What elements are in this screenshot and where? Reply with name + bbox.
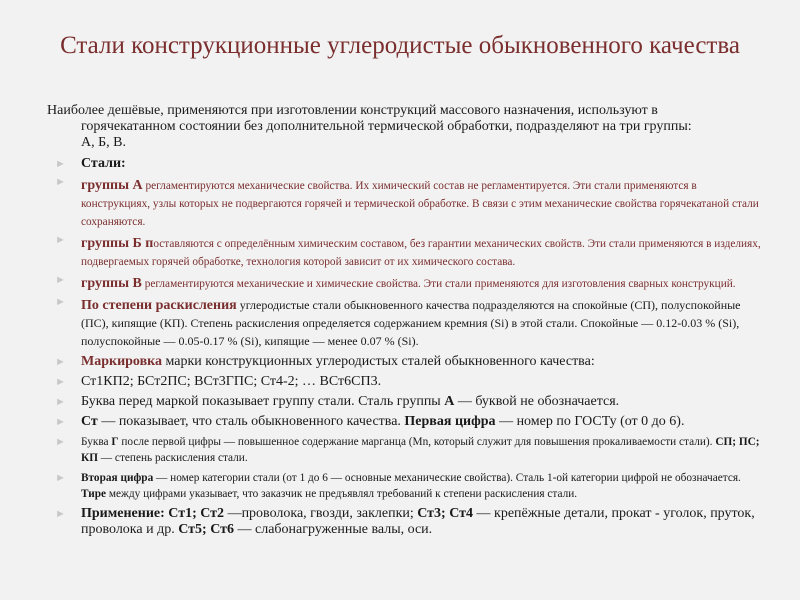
second-text-1: — номер категории стали (от 1 до 6 — основные механические свойства). Сталь 1-ой категории цифрой не обозначается.: [153, 472, 741, 484]
letter-after: — буквой не обозначается.: [454, 394, 620, 409]
intro-line-3: А, Б, В.: [81, 135, 126, 150]
st-bold-2: Первая цифра: [404, 414, 496, 429]
g-bold: Г: [111, 436, 119, 448]
list-item-group-b: [47, 234, 767, 270]
list-item-marking: [47, 354, 767, 370]
bullet-icon: ►: [55, 158, 66, 170]
usage-text-1: —проволока, гвозди, заклепки;: [224, 506, 418, 521]
list-item-group-a: [47, 176, 767, 230]
letter-bold: А: [444, 394, 455, 409]
usage-text-3: — слабонагруженные валы, оси.: [234, 522, 433, 537]
intro-paragraph: [47, 103, 767, 151]
list-item-letter: [47, 394, 767, 410]
list-item-group-v: [47, 274, 767, 292]
usage-bold-3: Ст5; Ст6: [178, 522, 235, 537]
marking-examples: Ст1КП2; БСт2ПС; ВСт3ГПС; Ст4-2; … ВСт6СП3.: [81, 374, 382, 389]
second-text-2: между цифрами указывает, что заказчик не предъявлял требований к степени раскисления стали.: [106, 488, 578, 500]
bullet-icon: ►: [55, 376, 66, 388]
list-item-usage: [47, 506, 767, 538]
usage-bold-1: Применение: Ст1; Ст2: [81, 506, 225, 521]
bullet-icon: ►: [55, 234, 66, 246]
st-text-1: — показывает, что сталь обыкновенного качества.: [97, 414, 405, 429]
intro-line-2: горячекатанном состоянии без дополнительной термической обработки, подразделяют на три группы:: [81, 119, 692, 134]
usage-text-2: — крепёжные детали, прокат - уголок, пруток, проволока и др.: [81, 506, 755, 537]
list-item-deoxidation: [47, 296, 767, 350]
bullet-list: [47, 156, 767, 538]
list-item-steels: [47, 156, 767, 172]
group-v-head: группы В: [81, 276, 142, 291]
list-item-second-digit: [47, 470, 767, 502]
group-b-text: оставляются с определённым химическим составом, без гарантии механических свойств. Эти стали применяются в изделиях, подвергаемых горячей обработке, технология которой зависит от их химического состава.: [81, 238, 761, 268]
bullet-icon: ►: [55, 436, 66, 448]
marking-text: марки конструкционных углеродистых сталей обыкновенного качества:: [162, 354, 595, 369]
g-after-2: — степень раскисления стали.: [97, 452, 248, 464]
bullet-icon: ►: [55, 472, 66, 484]
g-after: после первой цифры — повышенное содержание марганца (Mn, который служит для повышения прокаливаемости стали).: [118, 436, 716, 448]
bullet-icon: ►: [55, 416, 66, 428]
bullet-icon: ►: [55, 396, 66, 408]
bullet-icon: ►: [55, 508, 66, 520]
usage-bold-2: Ст3; Ст4: [417, 506, 474, 521]
group-v-text: регламентируются механические и химические свойства. Эти стали применяются для изготовления сварных конструкций.: [141, 278, 736, 290]
g-bold-2: СП; ПС; КП: [81, 436, 760, 464]
list-item-st: [47, 414, 767, 430]
bullet-icon: ►: [55, 176, 66, 188]
slide-content: [47, 103, 767, 542]
bullet-icon: ►: [55, 356, 66, 368]
marking-head: Маркировка: [81, 354, 162, 369]
bullet-icon: ►: [55, 296, 66, 308]
list-item-examples: [47, 374, 767, 390]
second-bold-1: Вторая цифра: [81, 472, 154, 484]
group-a-head: группы А: [81, 178, 143, 193]
letter-before: Буква перед маркой показывает группу стали. Сталь группы: [81, 394, 445, 409]
bullet-icon: ►: [55, 274, 66, 286]
group-a-text: регламентируются механические свойства. Их химический состав не регламентируется. Эти стали применяются в конструкциях, узлы которых не подвергаются горячей и термической обработке. В связи с этим механические свойства горячекатаной стали сохраняются.: [81, 180, 759, 228]
list-item-g: [47, 434, 767, 466]
intro-line-1: Наиболее дешёвые, применяются при изготовлении конструкций массового назначения, используют в: [47, 103, 658, 118]
steels-label: Стали:: [81, 156, 126, 171]
group-b-head: группы Б п: [81, 236, 154, 251]
deox-text: углеродистые стали обыкновенного качества подразделяются на спокойные (СП), полуспокойные (ПС), кипящие (КП). Степень раскисления определяется содержанием кремния (Si) в этой стали. Спокойные — 0.12-0.03 % (Si), полуспокойные — 0.05-0.17 % (Si), кипящие — менее 0.07 % (Si).: [81, 298, 741, 348]
slide-title: Стали конструкционные углеродистые обыкновенного качества: [60, 32, 740, 59]
second-bold-2: Тире: [81, 488, 107, 500]
st-text-2: — номер по ГОСТу (от 0 до 6).: [495, 414, 685, 429]
deox-head: По степени раскисления: [81, 298, 237, 313]
st-bold-1: Ст: [81, 414, 98, 429]
g-before: Буква: [81, 436, 112, 448]
